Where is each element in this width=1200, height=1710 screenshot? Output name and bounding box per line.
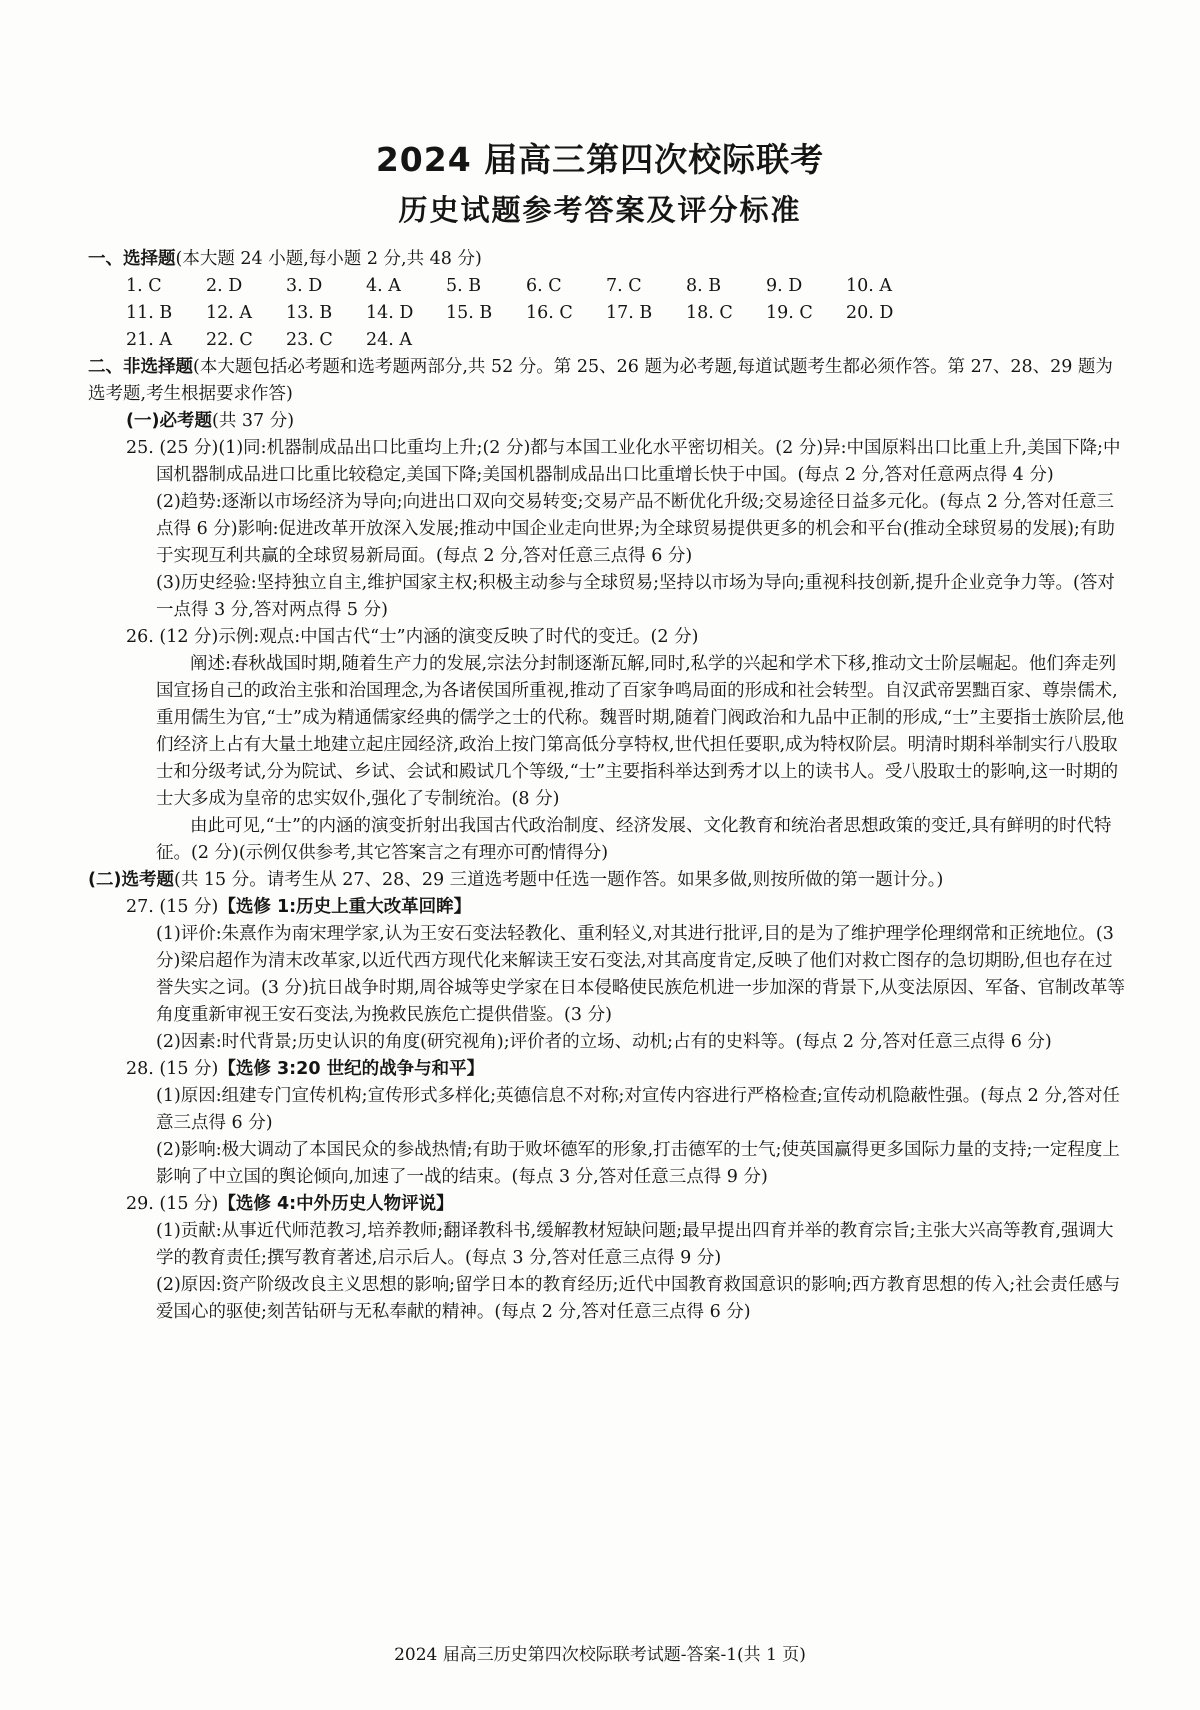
q28-part1: (1)原因:组建专门宣传机构;宣传形式多样化;英德信息不对称;对宣传内容进行严格检查;宣传动机隐蔽性强。(每点 2 分,答对任意三点得 6 分) (156, 1086, 1120, 1133)
q29-title: 【选修 4:中外历史人物评说】 (218, 1194, 454, 1214)
elective-heading: (二)选考题 (88, 870, 174, 890)
q28-part2: (2)影响:极大调动了本国民众的参战热情;有助于败坏德军的形象,打击德军的士气;使英国赢得更多国际力量的支持;一定程度上影响了中立国的舆论倾向,加速了一战的结束。(每点 3 分,答对任意三点得 9 分) (156, 1140, 1120, 1187)
mc-answer: 1. C (126, 276, 162, 296)
page-title: 2024 届高三第四次校际联考 (375, 140, 825, 179)
q29-heading (126, 1191, 1128, 1218)
part1-heading-line (88, 246, 1128, 273)
q28-prefix: 28. (15 分) (126, 1059, 219, 1079)
q27-part1: (1)评价:朱熹作为南宋理学家,认为王安石变法轻教化、重利轻义,对其进行批评,目的是为了维护理学伦理纲常和正统地位。(3 分)梁启超作为清末改革家,以近代西方现代化来解读王安石变法,对其高度肯定,反映了他们对救亡图存的急切期盼,但也存在过誉失实之词。(3 分)抗日战争时期,周谷城等史学家在日本侵略使民族危机进一步加深的背景下,从变法原因、军备、官制改革等角度重新审视王安石变法,为挽救民族危亡提供借鉴。(3 分) (156, 924, 1125, 1025)
mc-answer-row-3 (88, 327, 1128, 354)
mc-answer: 18. C (686, 303, 733, 323)
question-26 (88, 624, 1128, 867)
mc-answer: 17. B (606, 303, 653, 323)
question-28 (88, 1056, 1128, 1191)
mc-answer: 8. B (686, 276, 722, 296)
part1-heading: 一、选择题 (88, 249, 176, 269)
mc-answer: 19. C (766, 303, 813, 323)
mc-answer: 22. C (206, 330, 253, 350)
part2-note: (本大题包括必考题和选考题两部分,共 52 分。第 25、26 题为必考题,每道试题考生都必须作答。第 27、28、29 题为选考题,考生根据要求作答) (88, 357, 1113, 404)
q29-part1: (1)贡献:从事近代师范教习,培养教师;翻译教科书,缓解教材短缺问题;最早提出四育并举的教育宗旨;主张大兴高等教育,强调大学的教育责任;撰写教育著述,启示后人。(每点 3 分,答对任意三点得 9 分) (156, 1221, 1114, 1268)
q25-part1: 25. (25 分)(1)同:机器制成品出口比重均上升;(2 分)都与本国工业化水平密切相关。(2 分)异:中国原料出口比重上升,美国下降;中国机器制成品进口比重比较稳定,美国下降;美国机器制成品出口比重增长快于中国。(每点 2 分,答对任意两点得 4 分) (126, 438, 1121, 485)
required-heading-line (88, 408, 1128, 435)
elective-heading-line (88, 867, 1128, 894)
q27-heading (126, 894, 1128, 921)
mc-answer: 9. D (766, 276, 803, 296)
mc-answer: 13. B (286, 303, 333, 323)
question-29 (88, 1191, 1128, 1326)
required-heading: (一)必考题 (126, 411, 212, 431)
mc-answer: 24. A (366, 330, 413, 350)
mc-answer: 7. C (606, 276, 642, 296)
q29-part2: (2)原因:资产阶级改良主义思想的影响;留学日本的教育经历;近代中国教育救国意识的影响;西方教育思想的传入;社会责任感与爱国心的驱使;刻苦钻研与无私奉献的精神。(每点 2 分,答对任意三点得 6 分) (156, 1275, 1121, 1322)
part1-note: (本大题 24 小题,每小题 2 分,共 48 分) (175, 249, 482, 269)
mc-answer: 4. A (366, 276, 401, 296)
mc-answer: 14. D (366, 303, 414, 323)
mc-answer: 3. D (286, 276, 323, 296)
mc-answer: 5. B (446, 276, 482, 296)
mc-answer: 6. C (526, 276, 562, 296)
question-25 (88, 435, 1128, 624)
question-27 (88, 894, 1128, 1056)
elective-note: (共 15 分。请考生从 27、28、29 三道选考题中任选一题作答。如果多做,则按所做的第一题计分。) (174, 870, 944, 890)
page-subtitle: 历史试题参考答案及评分标准 (398, 193, 802, 227)
mc-answer: 16. C (526, 303, 573, 323)
mc-answer: 23. C (286, 330, 333, 350)
q28-heading (126, 1056, 1128, 1083)
q25-part2: (2)趋势:逐渐以市场经济为导向;向进出口双向交易转变;交易产品不断优化升级;交易途径日益多元化。(每点 2 分,答对任意三点得 6 分)影响:促进改革开放深入发展;推动中国企业走向世界;为全球贸易提供更多的机会和平台(推动全球贸易的发展);有助于实现互利共赢的全球贸易新局面。(每点 2 分,答对任意三点得 6 分) (156, 492, 1115, 566)
answer-content (88, 246, 1128, 1326)
required-note: (共 37 分) (212, 411, 295, 431)
mc-answer-row-2 (88, 300, 1128, 327)
q25-part3: (3)历史经验:坚持独立自主,维护国家主权;积极主动参与全球贸易;坚持以市场为导向;重视科技创新,提升企业竞争力等。(答对一点得 3 分,答对两点得 5 分) (156, 573, 1115, 620)
mc-answer: 21. A (126, 330, 173, 350)
mc-answer: 12. A (206, 303, 253, 323)
q29-prefix: 29. (15 分) (126, 1194, 219, 1214)
mc-answer: 10. A (846, 276, 893, 296)
mc-answer: 2. D (206, 276, 243, 296)
mc-answer: 11. B (126, 303, 173, 323)
q26-part1: 26. (12 分)示例:观点:中国古代“士”内涵的演变反映了时代的变迁。(2 分) (126, 627, 699, 647)
part2-heading: 二、非选择题 (88, 357, 193, 377)
q26-part3: 由此可见,“士”的内涵的演变折射出我国古代政治制度、经济发展、文化教育和统治者思想政策的变迁,具有鲜明的时代特征。(2 分)(示例仅供参考,其它答案言之有理亦可酌情得分) (156, 816, 1112, 863)
mc-answer-row-1 (88, 273, 1128, 300)
q27-title: 【选修 1:历史上重大改革回眸】 (218, 897, 472, 917)
q27-prefix: 27. (15 分) (126, 897, 219, 917)
page-footer: 2024 届高三历史第四次校际联考试题-答案-1(共 1 页) (394, 1645, 806, 1665)
q27-part2: (2)因素:时代背景;历史认识的角度(研究视角);评价者的立场、动机;占有的史料等。(每点 2 分,答对任意三点得 6 分) (156, 1032, 1052, 1052)
q26-part2: 阐述:春秋战国时期,随着生产力的发展,宗法分封制逐渐瓦解,同时,私学的兴起和学术下移,推动文士阶层崛起。他们奔走列国宣扬自己的政治主张和治国理念,为各诸侯国所重视,推动了百家争鸣局面的形成和社会转型。自汉武帝罢黜百家、尊崇儒术,重用儒生为官,“士”成为精通儒家经典的儒学之士的代称。魏晋时期,随着门阀政治和九品中正制的形成,“士”主要指士族阶层,他们经济上占有大量土地建立起庄园经济,政治上按门第高低分享特权,世代担任要职,成为特权阶层。明清时期科举制实行八股取士和分级考试,分为院试、乡试、会试和殿试几个等级,“士”主要指科举达到秀才以上的读书人。受八股取士的影响,这一时期的士大多成为皇帝的忠实奴仆,强化了专制统治。(8 分) (156, 654, 1125, 809)
part2-heading-line (88, 354, 1128, 408)
q28-title: 【选修 3:20 世纪的战争与和平】 (218, 1059, 485, 1079)
mc-answer: 15. B (446, 303, 493, 323)
mc-answer: 20. D (846, 303, 894, 323)
